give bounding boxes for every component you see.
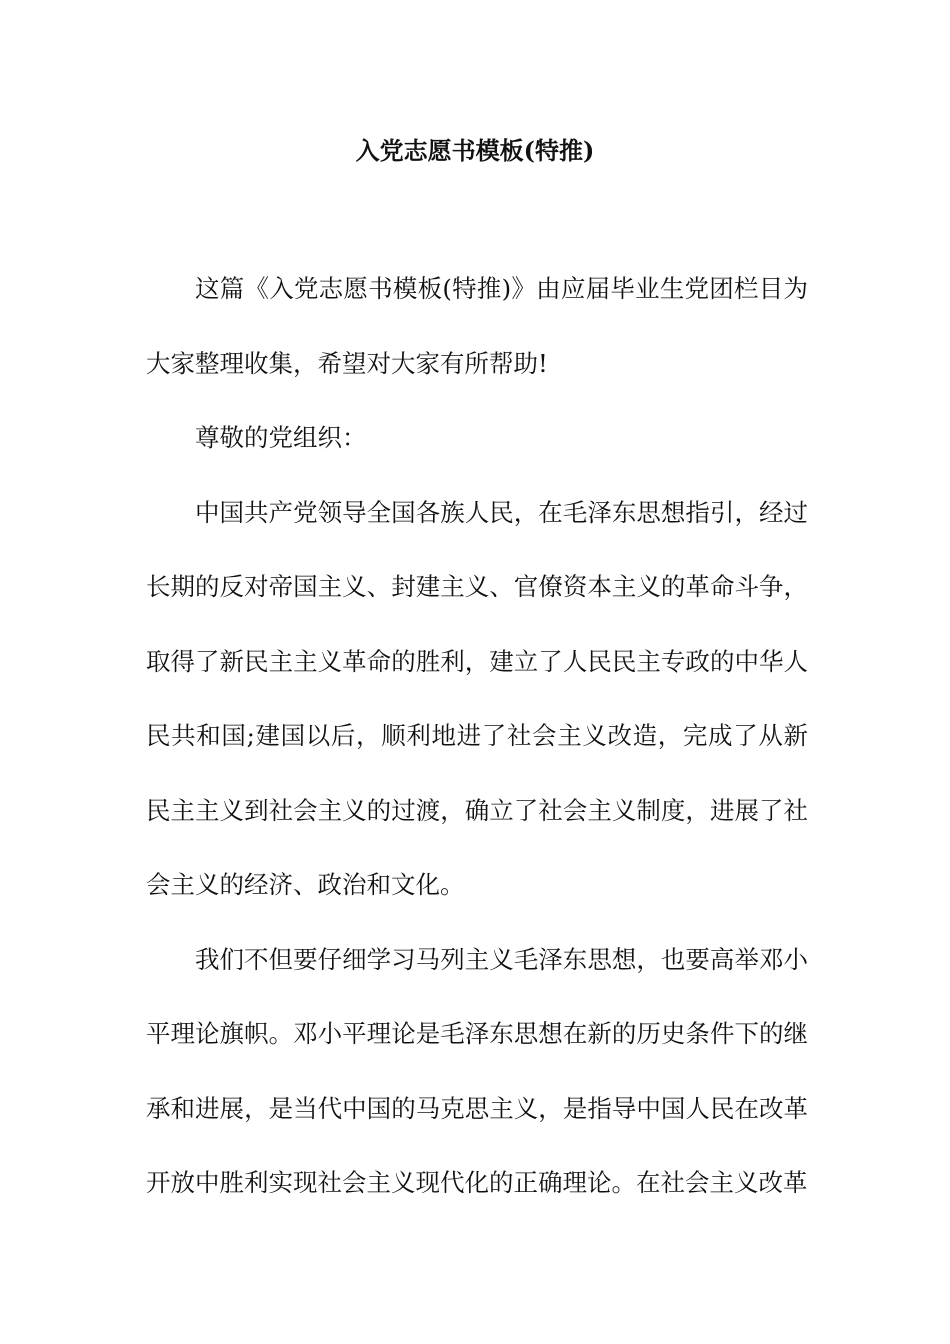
theory-paragraph: 我们不但要仔细学习马列主义毛泽东思想，也要高举邓小平理论旗帜。邓小平理论是毛泽东思想在新的历史条件下的继承和进展，是当代中国的马克思主义，是指导中国人民在改革开放中胜利实现社会主义现代化的正确理论。在社会主义改革 bbox=[146, 944, 808, 1197]
document-body bbox=[146, 252, 808, 1221]
intro-paragraph: 这篇《入党志愿书模板(特推)》由应届毕业生党团栏目为大家整理收集，希望对大家有所帮助! bbox=[146, 274, 808, 378]
salutation-paragraph: 尊敬的党组织： bbox=[195, 423, 367, 452]
history-paragraph: 中国共产党领导全国各族人民，在毛泽东思想指引，经过长期的反对帝国主义、封建主义、官僚资本主义的革命斗争，取得了新民主主义革命的胜利，建立了人民民主专政的中华人民共和国;建国以后，顺利地进了社会主义改造，完成了从新民主主义到社会主义的过渡，确立了社会主义制度，进展了社会主义的经济、政治和文化。 bbox=[146, 497, 808, 899]
document-title: 入党志愿书模板(特推) bbox=[355, 136, 595, 165]
